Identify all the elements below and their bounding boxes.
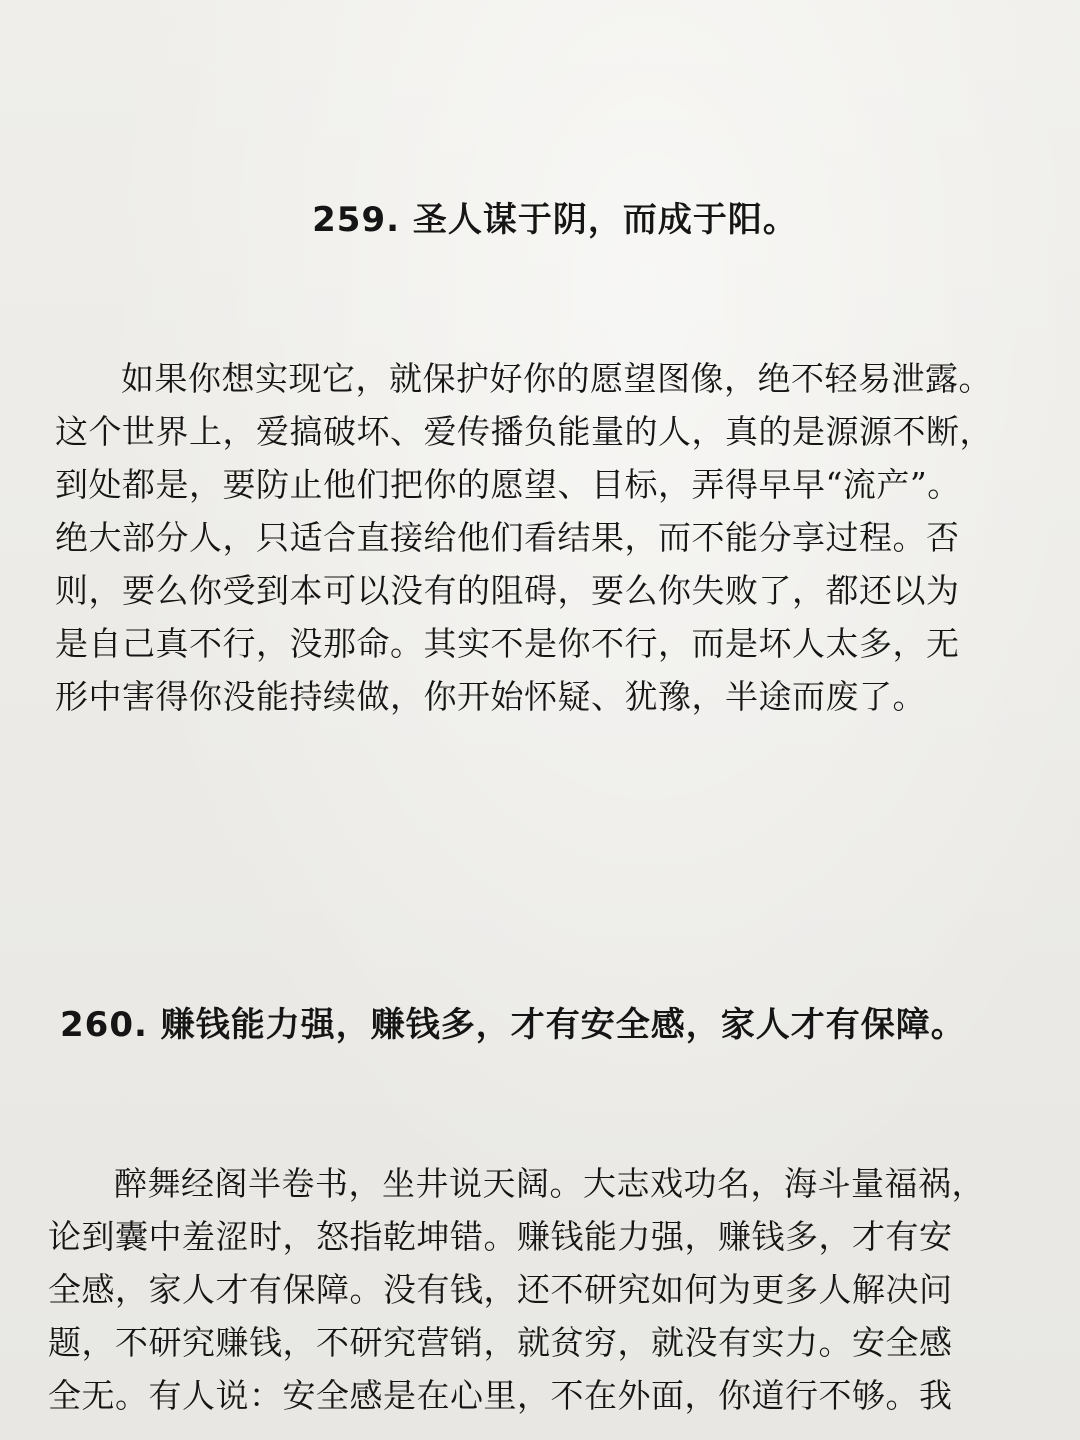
paragraph-line: 是自己真不行，没那命。其实不是你不行，而是坏人太多，无	[55, 624, 960, 663]
section-259-heading: 259. 圣人谋于阴，而成于阳。	[312, 200, 798, 240]
paragraph-line: 到处都是，要防止他们把你的愿望、目标，弄得早早“流产”。	[55, 465, 961, 504]
paragraph-line: 绝大部分人，只适合直接给他们看结果，而不能分享过程。否	[55, 518, 960, 557]
paragraph-line: 如果你想实现它，就保护好你的愿望图像，绝不轻易泄露。	[121, 359, 992, 398]
paragraph-line: 这个世界上，爱搞破坏、爱传播负能量的人，真的是源源不断，	[55, 412, 993, 451]
section-259-paragraph	[55, 352, 1030, 723]
paragraph-line: 题，不研究赚钱，不研究营销，就贫穷，就没有实力。安全感	[48, 1323, 953, 1362]
paragraph-line: 全无。有人说：安全感是在心里，不在外面，你道行不够。我	[48, 1376, 953, 1415]
paragraph-line: 全感，家人才有保障。没有钱，还不研究如何为更多人解决问	[48, 1270, 953, 1309]
section-260-paragraph	[48, 1157, 1033, 1422]
paragraph-line: 则，要么你受到本可以没有的阻碍，要么你失败了，都还以为	[55, 571, 960, 610]
section-260-heading: 260. 赚钱能力强，赚钱多，才有安全感，家人才有保障。	[60, 1005, 966, 1045]
paragraph-line: 形中害得你没能持续做，你开始怀疑、犹豫，半途而废了。	[55, 677, 926, 716]
paragraph-line: 论到囊中羞涩时，怒指乾坤错。赚钱能力强，赚钱多，才有安	[48, 1217, 953, 1256]
paragraph-line: 醉舞经阁半卷书，坐井说天阔。大志戏功名，海斗量福祸，	[114, 1164, 985, 1203]
